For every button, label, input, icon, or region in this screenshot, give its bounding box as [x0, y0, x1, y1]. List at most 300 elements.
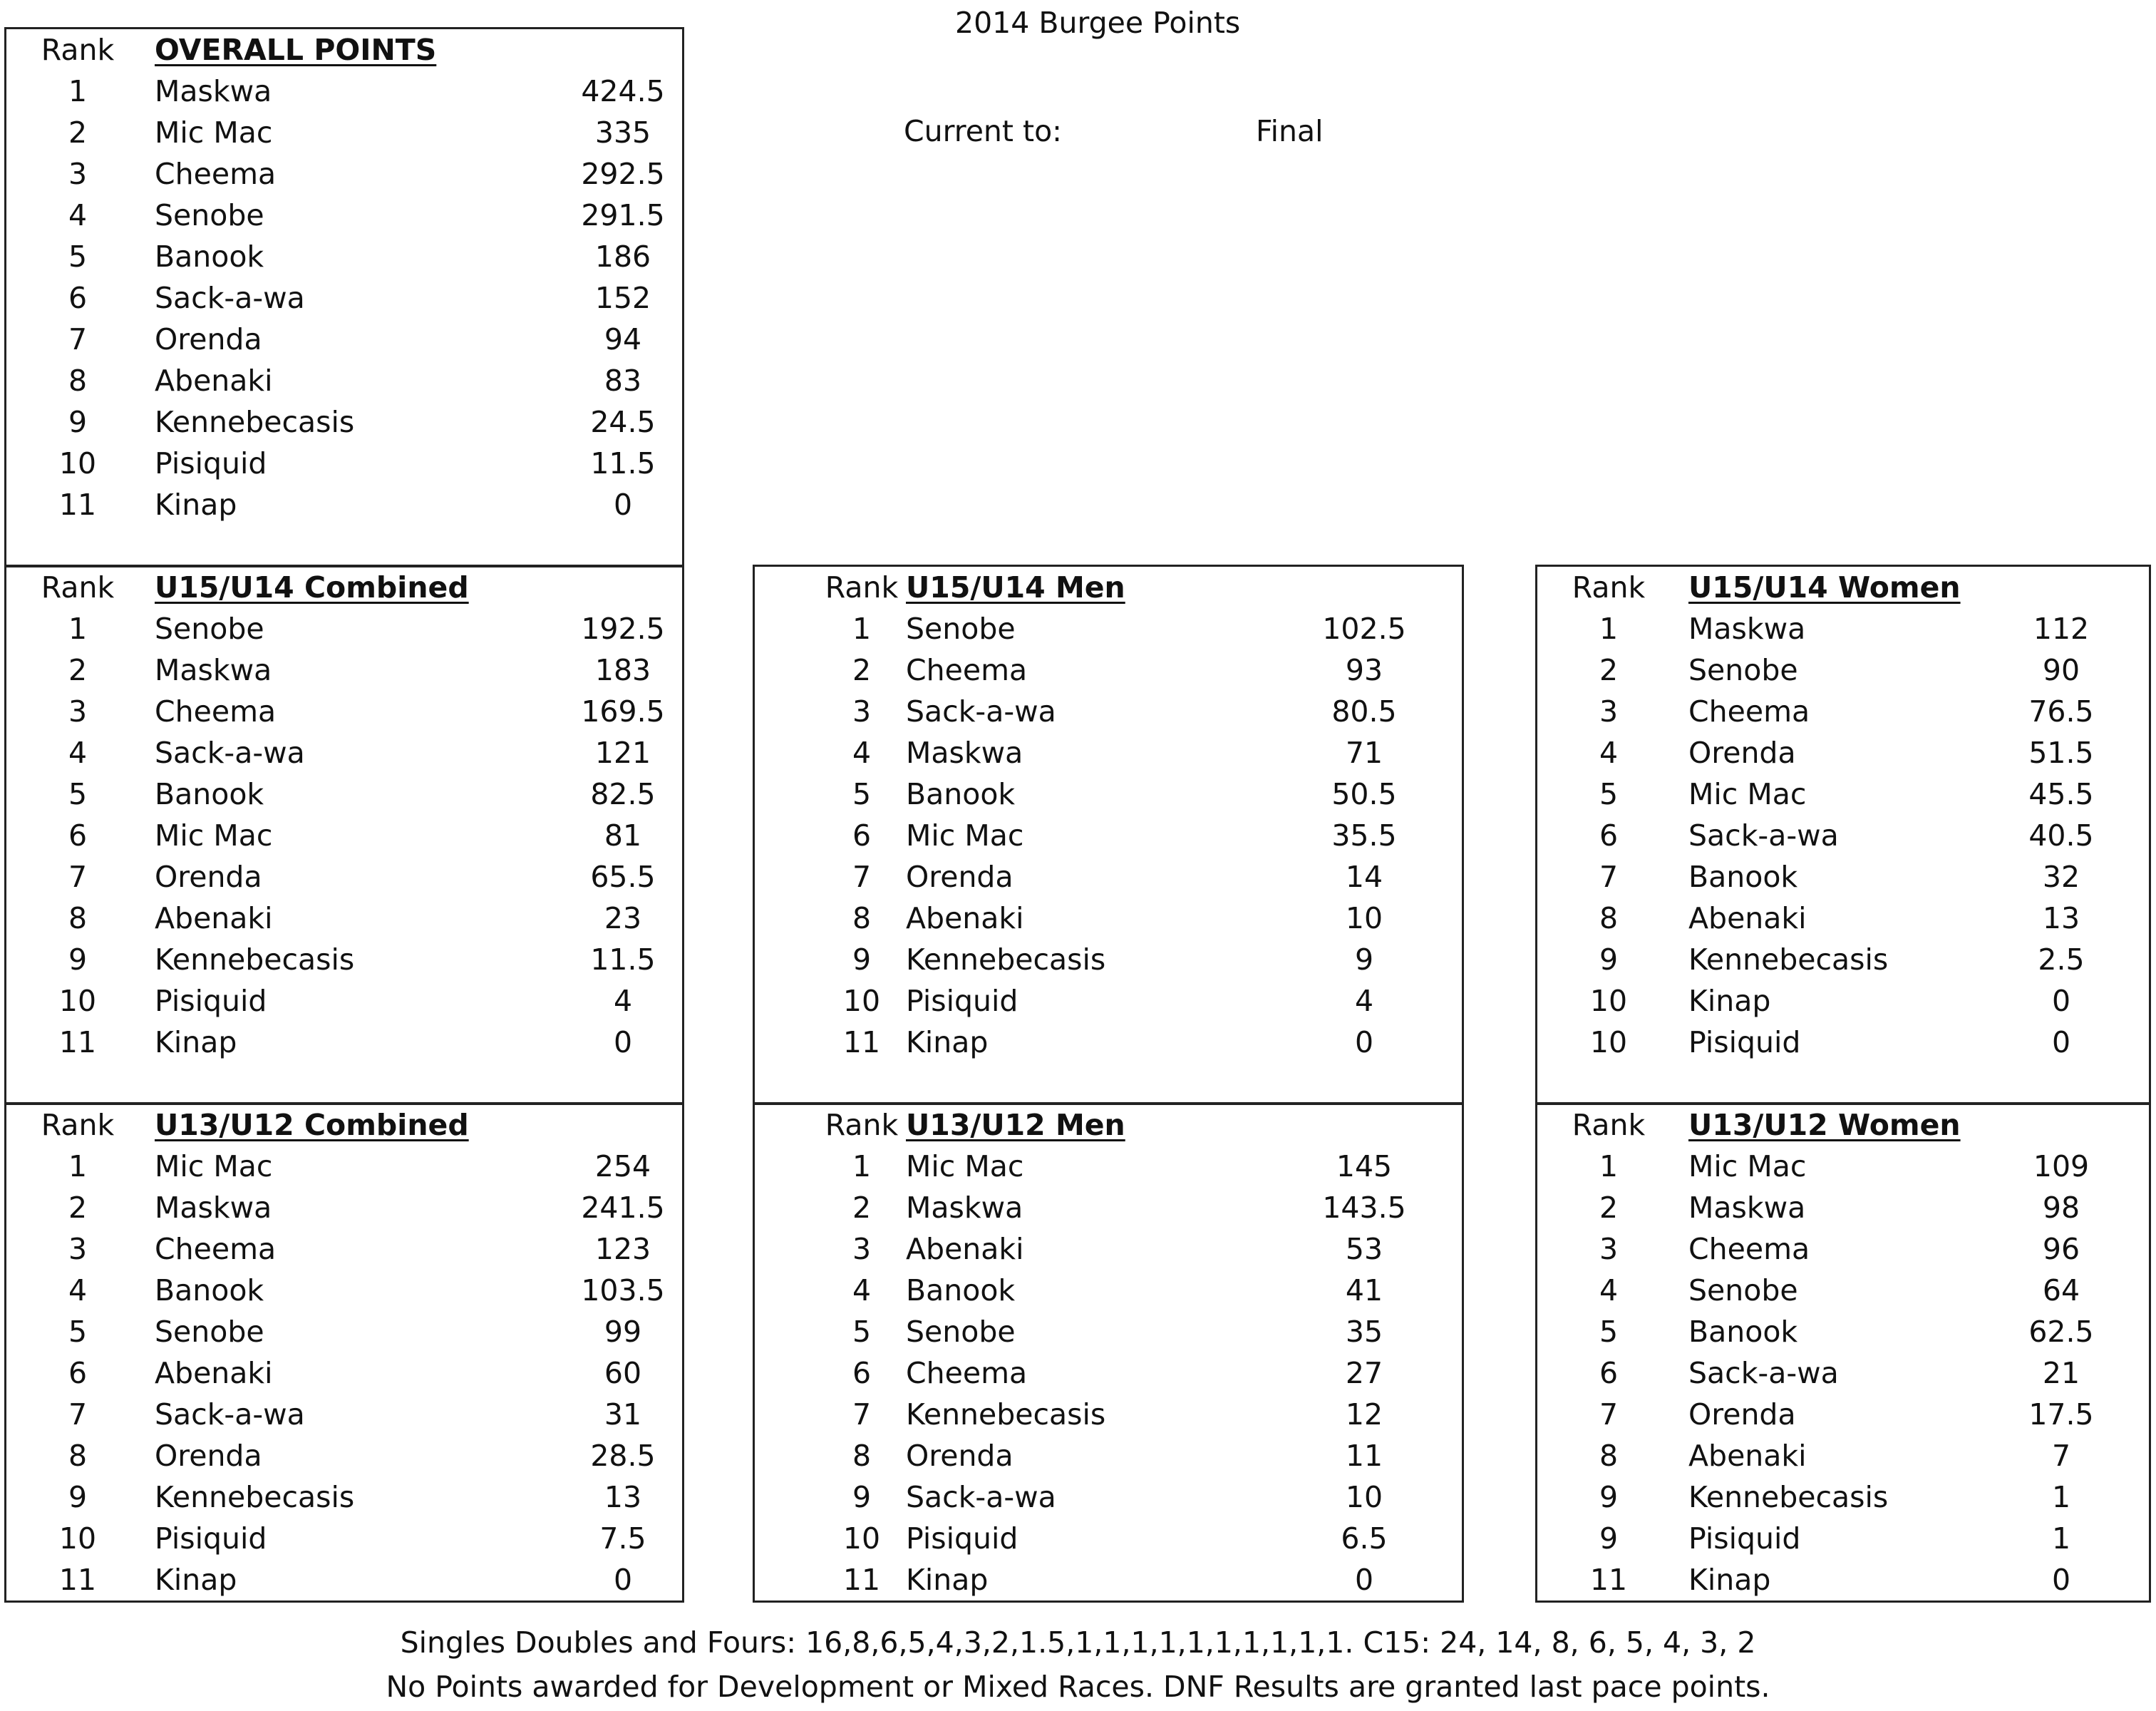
points-cell: 53	[1345, 1232, 1383, 1266]
table-row	[755, 1435, 1462, 1476]
points-cell: 2.5	[2038, 942, 2085, 977]
table-row	[6, 153, 682, 195]
table-row	[6, 1270, 682, 1311]
club-cell: Maskwa	[906, 736, 1023, 770]
table-row	[6, 484, 682, 525]
points-cell: 21	[2042, 1356, 2080, 1390]
club-cell: Pisiquid	[155, 446, 267, 481]
rank-cell: 1	[1599, 612, 1619, 646]
table-row	[1537, 1518, 2149, 1559]
points-cell: 90	[2042, 653, 2080, 687]
rank-cell: 1	[852, 1149, 872, 1183]
table-u13-women	[1535, 1102, 2151, 1603]
table-u15-men	[753, 565, 1464, 1105]
club-cell: Senobe	[155, 198, 264, 232]
points-cell: 12	[1345, 1397, 1383, 1432]
points-cell: 17.5	[2028, 1397, 2094, 1432]
club-cell: Abenaki	[906, 901, 1024, 935]
points-cell: 254	[594, 1149, 651, 1183]
rank-cell: 10	[842, 1521, 881, 1556]
club-cell: Kennebecasis	[906, 1397, 1106, 1432]
club-cell: Banook	[1688, 860, 1798, 894]
table-row	[755, 649, 1462, 691]
points-cell: 31	[604, 1397, 642, 1432]
page-title: 2014 Burgee Points	[955, 6, 1241, 40]
club-cell: Banook	[155, 777, 264, 811]
table-row	[6, 1518, 682, 1559]
points-cell: 11.5	[590, 942, 656, 977]
points-cell: 76.5	[2028, 694, 2094, 729]
rank-cell: 9	[1599, 942, 1619, 977]
points-cell: 143.5	[1322, 1191, 1406, 1225]
points-cell: 35	[1345, 1315, 1383, 1349]
points-cell: 96	[2042, 1232, 2080, 1266]
table-row	[6, 1146, 682, 1187]
club-cell: Senobe	[906, 1315, 1016, 1349]
table-header	[1537, 1104, 2149, 1146]
points-cell: 32	[2042, 860, 2080, 894]
points-cell: 40.5	[2028, 818, 2094, 853]
rank-column-header: Rank	[825, 1108, 899, 1142]
table-row	[6, 112, 682, 153]
rank-cell: 2	[1599, 653, 1619, 687]
table-row	[755, 980, 1462, 1022]
points-cell: 7	[2051, 1439, 2071, 1473]
rank-cell: 9	[1599, 1521, 1619, 1556]
table-row	[6, 856, 682, 898]
rank-cell: 2	[852, 653, 872, 687]
club-cell: Senobe	[155, 612, 264, 646]
rank-cell: 8	[68, 1439, 88, 1473]
table-row	[6, 691, 682, 732]
table-row	[6, 195, 682, 236]
table-row	[1537, 1022, 2149, 1063]
club-cell: Cheema	[906, 1356, 1028, 1390]
table-row	[755, 815, 1462, 856]
rank-cell: 8	[852, 901, 872, 935]
points-cell: 1	[2051, 1480, 2071, 1514]
table-row	[6, 774, 682, 815]
points-cell: 64	[2042, 1273, 2080, 1307]
points-cell: 23	[604, 901, 642, 935]
rank-column-header: Rank	[1572, 1108, 1646, 1142]
rank-cell: 4	[68, 198, 88, 232]
rank-cell: 11	[842, 1025, 881, 1059]
club-cell: Kinap	[906, 1563, 989, 1597]
rank-cell: 10	[58, 984, 97, 1018]
club-cell: Cheema	[1688, 694, 1810, 729]
table-row	[6, 1022, 682, 1063]
rank-cell: 4	[1599, 736, 1619, 770]
rank-cell: 7	[68, 322, 88, 356]
rank-cell: 7	[1599, 1397, 1619, 1432]
points-cell: 50.5	[1331, 777, 1397, 811]
table-row	[755, 1476, 1462, 1518]
club-cell: Pisiquid	[906, 984, 1018, 1018]
points-cell: 292.5	[581, 157, 665, 191]
club-cell: Orenda	[906, 1439, 1013, 1473]
club-cell: Orenda	[1688, 736, 1796, 770]
table-u15-women	[1535, 565, 2151, 1105]
table-row	[6, 980, 682, 1022]
table-row	[1537, 608, 2149, 649]
table-row	[1537, 649, 2149, 691]
club-cell: Orenda	[906, 860, 1013, 894]
rank-cell: 1	[68, 74, 88, 108]
footer-points-scale: Singles Doubles and Fours: 16,8,6,5,4,3,2,1.5,1,1,1,1,1,1,1,1,1,1. C15: 24, 14, 8, 6, 5, 4, 3, 2	[400, 1625, 1756, 1660]
rank-column-header: Rank	[41, 570, 115, 605]
club-cell: Sack-a-wa	[155, 281, 305, 315]
points-cell: 71	[1345, 736, 1383, 770]
rank-cell: 8	[68, 364, 88, 398]
club-cell: Abenaki	[1688, 901, 1807, 935]
points-cell: 0	[613, 1025, 633, 1059]
table-row	[1537, 980, 2149, 1022]
points-cell: 83	[604, 364, 642, 398]
rank-cell: 10	[58, 446, 97, 481]
club-cell: Cheema	[155, 694, 277, 729]
club-cell: Maskwa	[1688, 1191, 1806, 1225]
rank-cell: 11	[58, 1563, 97, 1597]
table-overall-points	[4, 27, 684, 567]
table-row	[6, 1476, 682, 1518]
table-header	[755, 567, 1462, 608]
table-row	[6, 939, 682, 980]
table-heading: U13/U12 Men	[906, 1108, 1125, 1142]
rank-cell: 6	[1599, 818, 1619, 853]
table-row	[755, 1270, 1462, 1311]
points-cell: 291.5	[581, 198, 665, 232]
rank-cell: 8	[852, 1439, 872, 1473]
club-cell: Sack-a-wa	[906, 1480, 1056, 1514]
club-cell: Banook	[906, 1273, 1016, 1307]
table-row	[6, 1187, 682, 1228]
club-cell: Kennebecasis	[155, 1480, 355, 1514]
club-cell: Kinap	[1688, 1563, 1771, 1597]
points-cell: 11	[1345, 1439, 1383, 1473]
table-row	[6, 1435, 682, 1476]
rank-cell: 6	[852, 818, 872, 853]
rank-cell: 11	[842, 1563, 881, 1597]
rank-cell: 1	[68, 1149, 88, 1183]
table-row	[6, 1228, 682, 1270]
table-row	[755, 608, 1462, 649]
points-cell: 24.5	[590, 405, 656, 439]
rank-cell: 3	[68, 1232, 88, 1266]
club-cell: Mic Mac	[906, 1149, 1024, 1183]
rank-cell: 7	[852, 860, 872, 894]
rank-cell: 4	[68, 736, 88, 770]
club-cell: Banook	[1688, 1315, 1798, 1349]
points-cell: 35.5	[1331, 818, 1397, 853]
points-cell: 112	[2033, 612, 2090, 646]
rank-cell: 5	[1599, 777, 1619, 811]
table-row	[1537, 1146, 2149, 1187]
rank-cell: 7	[68, 1397, 88, 1432]
club-cell: Kinap	[155, 488, 237, 522]
table-row	[6, 277, 682, 319]
points-cell: 0	[1354, 1563, 1374, 1597]
club-cell: Maskwa	[155, 74, 272, 108]
club-cell: Kennebecasis	[155, 405, 355, 439]
table-row	[1537, 815, 2149, 856]
rank-cell: 6	[68, 1356, 88, 1390]
rank-cell: 10	[842, 984, 881, 1018]
table-row	[1537, 1228, 2149, 1270]
table-heading: U15/U14 Women	[1688, 570, 1961, 605]
rank-cell: 4	[852, 736, 872, 770]
club-cell: Banook	[155, 1273, 264, 1307]
rank-cell: 1	[68, 612, 88, 646]
rank-cell: 9	[68, 405, 88, 439]
points-cell: 121	[594, 736, 651, 770]
points-cell: 4	[1354, 984, 1374, 1018]
rank-cell: 2	[68, 115, 88, 150]
club-cell: Sack-a-wa	[155, 736, 305, 770]
rank-cell: 5	[68, 1315, 88, 1349]
rank-column-header: Rank	[41, 33, 115, 67]
table-row	[1537, 774, 2149, 815]
rank-cell: 3	[68, 157, 88, 191]
points-cell: 0	[613, 488, 633, 522]
table-row	[755, 732, 1462, 774]
club-cell: Mic Mac	[1688, 1149, 1807, 1183]
club-cell: Cheema	[155, 1232, 277, 1266]
club-cell: Kennebecasis	[155, 942, 355, 977]
points-cell: 241.5	[581, 1191, 665, 1225]
points-cell: 169.5	[581, 694, 665, 729]
points-cell: 51.5	[2028, 736, 2094, 770]
rank-cell: 7	[68, 860, 88, 894]
rank-cell: 2	[68, 1191, 88, 1225]
table-row	[755, 939, 1462, 980]
club-cell: Kennebecasis	[906, 942, 1106, 977]
rank-cell: 9	[852, 942, 872, 977]
table-heading: OVERALL POINTS	[155, 33, 437, 67]
rank-cell: 4	[68, 1273, 88, 1307]
table-row	[1537, 898, 2149, 939]
rank-cell: 6	[68, 818, 88, 853]
club-cell: Mic Mac	[155, 115, 273, 150]
rank-cell: 4	[1599, 1273, 1619, 1307]
rank-cell: 8	[1599, 1439, 1619, 1473]
points-cell: 81	[604, 818, 642, 853]
points-cell: 14	[1345, 860, 1383, 894]
club-cell: Kennebecasis	[1688, 942, 1889, 977]
points-cell: 0	[2051, 1563, 2071, 1597]
club-cell: Abenaki	[155, 1356, 273, 1390]
table-row	[755, 1352, 1462, 1394]
club-cell: Kinap	[155, 1563, 237, 1597]
club-cell: Abenaki	[906, 1232, 1024, 1266]
rank-cell: 2	[1599, 1191, 1619, 1225]
points-cell: 9	[1354, 942, 1374, 977]
club-cell: Mic Mac	[155, 1149, 273, 1183]
rank-cell: 9	[852, 1480, 872, 1514]
club-cell: Banook	[155, 240, 264, 274]
rank-cell: 10	[1589, 1025, 1628, 1059]
table-row	[6, 319, 682, 360]
table-row	[1537, 1311, 2149, 1352]
club-cell: Sack-a-wa	[155, 1397, 305, 1432]
club-cell: Banook	[906, 777, 1016, 811]
rank-cell: 6	[1599, 1356, 1619, 1390]
points-cell: 99	[604, 1315, 642, 1349]
table-row	[1537, 856, 2149, 898]
table-row	[6, 1352, 682, 1394]
club-cell: Mic Mac	[906, 818, 1024, 853]
table-row	[6, 360, 682, 401]
points-cell: 10	[1345, 1480, 1383, 1514]
rank-column-header: Rank	[1572, 570, 1646, 605]
rank-cell: 11	[58, 1025, 97, 1059]
club-cell: Sack-a-wa	[1688, 1356, 1839, 1390]
table-header	[1537, 567, 2149, 608]
table-row	[6, 815, 682, 856]
table-row	[6, 608, 682, 649]
table-row	[755, 1228, 1462, 1270]
club-cell: Maskwa	[906, 1191, 1023, 1225]
rank-column-header: Rank	[825, 570, 899, 605]
points-cell: 65.5	[590, 860, 656, 894]
club-cell: Kinap	[1688, 984, 1771, 1018]
rank-cell: 5	[1599, 1315, 1619, 1349]
club-cell: Maskwa	[155, 653, 272, 687]
table-row	[755, 1311, 1462, 1352]
points-cell: 4	[613, 984, 633, 1018]
club-cell: Abenaki	[155, 901, 273, 935]
table-u13-combined	[4, 1102, 684, 1603]
club-cell: Abenaki	[1688, 1439, 1807, 1473]
table-row	[755, 691, 1462, 732]
rank-cell: 9	[1599, 1480, 1619, 1514]
points-cell: 13	[2042, 901, 2080, 935]
points-cell: 13	[604, 1480, 642, 1514]
points-cell: 45.5	[2028, 777, 2094, 811]
table-header	[6, 567, 682, 608]
points-cell: 41	[1345, 1273, 1383, 1307]
club-cell: Pisiquid	[1688, 1521, 1801, 1556]
table-row	[755, 898, 1462, 939]
club-cell: Pisiquid	[155, 984, 267, 1018]
rank-cell: 6	[68, 281, 88, 315]
table-row	[6, 898, 682, 939]
table-row	[6, 1559, 682, 1600]
footer-notes: No Points awarded for Development or Mixed Races. DNF Results are granted last pace points.	[386, 1670, 1770, 1704]
points-cell: 28.5	[590, 1439, 656, 1473]
rank-cell: 5	[68, 240, 88, 274]
club-cell: Orenda	[155, 860, 262, 894]
points-cell: 102.5	[1322, 612, 1406, 646]
table-heading: U13/U12 Combined	[155, 1108, 469, 1142]
club-cell: Senobe	[906, 612, 1016, 646]
club-cell: Mic Mac	[155, 818, 273, 853]
club-cell: Cheema	[155, 157, 277, 191]
points-cell: 98	[2042, 1191, 2080, 1225]
current-to-value: Final	[1256, 114, 1324, 148]
table-row	[755, 1146, 1462, 1187]
club-cell: Kinap	[906, 1025, 989, 1059]
table-header	[755, 1104, 1462, 1146]
table-row	[1537, 1435, 2149, 1476]
table-row	[6, 1311, 682, 1352]
rank-cell: 3	[68, 694, 88, 729]
rank-cell: 5	[852, 777, 872, 811]
club-cell: Maskwa	[155, 1191, 272, 1225]
points-cell: 60	[604, 1356, 642, 1390]
table-row	[1537, 1559, 2149, 1600]
rank-cell: 5	[68, 777, 88, 811]
rank-cell: 3	[852, 1232, 872, 1266]
rank-cell: 11	[1589, 1563, 1628, 1597]
table-row	[1537, 1187, 2149, 1228]
table-heading: U15/U14 Men	[906, 570, 1125, 605]
table-row	[6, 732, 682, 774]
club-cell: Kennebecasis	[1688, 1480, 1889, 1514]
points-cell: 6.5	[1341, 1521, 1388, 1556]
points-cell: 11.5	[590, 446, 656, 481]
table-row	[755, 774, 1462, 815]
club-cell: Orenda	[155, 1439, 262, 1473]
club-cell: Senobe	[155, 1315, 264, 1349]
rank-cell: 8	[1599, 901, 1619, 935]
points-cell: 10	[1345, 901, 1383, 935]
points-cell: 0	[613, 1563, 633, 1597]
table-row	[6, 236, 682, 277]
points-cell: 335	[594, 115, 651, 150]
table-row	[1537, 1270, 2149, 1311]
club-cell: Sack-a-wa	[906, 694, 1056, 729]
rank-cell: 2	[852, 1191, 872, 1225]
club-cell: Mic Mac	[1688, 777, 1807, 811]
rank-cell: 1	[1599, 1149, 1619, 1183]
club-cell: Kinap	[155, 1025, 237, 1059]
club-cell: Cheema	[906, 653, 1028, 687]
table-row	[1537, 691, 2149, 732]
points-cell: 93	[1345, 653, 1383, 687]
club-cell: Senobe	[1688, 1273, 1798, 1307]
table-row	[755, 1394, 1462, 1435]
rank-cell: 6	[852, 1356, 872, 1390]
table-heading: U15/U14 Combined	[155, 570, 469, 605]
table-row	[6, 71, 682, 112]
table-row	[1537, 1352, 2149, 1394]
rank-cell: 9	[68, 942, 88, 977]
current-to-label: Current to:	[904, 114, 1062, 148]
club-cell: Pisiquid	[906, 1521, 1018, 1556]
points-cell: 94	[604, 322, 642, 356]
table-row	[755, 1187, 1462, 1228]
rank-cell: 7	[1599, 860, 1619, 894]
points-cell: 0	[2051, 984, 2071, 1018]
rank-cell: 5	[852, 1315, 872, 1349]
table-header	[6, 1104, 682, 1146]
rank-cell: 10	[1589, 984, 1628, 1018]
table-row	[755, 856, 1462, 898]
club-cell: Pisiquid	[155, 1521, 267, 1556]
rank-cell: 3	[852, 694, 872, 729]
rank-cell: 7	[852, 1397, 872, 1432]
points-cell: 183	[594, 653, 651, 687]
points-cell: 186	[594, 240, 651, 274]
table-heading: U13/U12 Women	[1688, 1108, 1961, 1142]
rank-cell: 3	[1599, 1232, 1619, 1266]
points-cell: 123	[594, 1232, 651, 1266]
rank-cell: 9	[68, 1480, 88, 1514]
club-cell: Maskwa	[1688, 612, 1806, 646]
rank-cell: 11	[58, 488, 97, 522]
table-header	[6, 29, 682, 71]
